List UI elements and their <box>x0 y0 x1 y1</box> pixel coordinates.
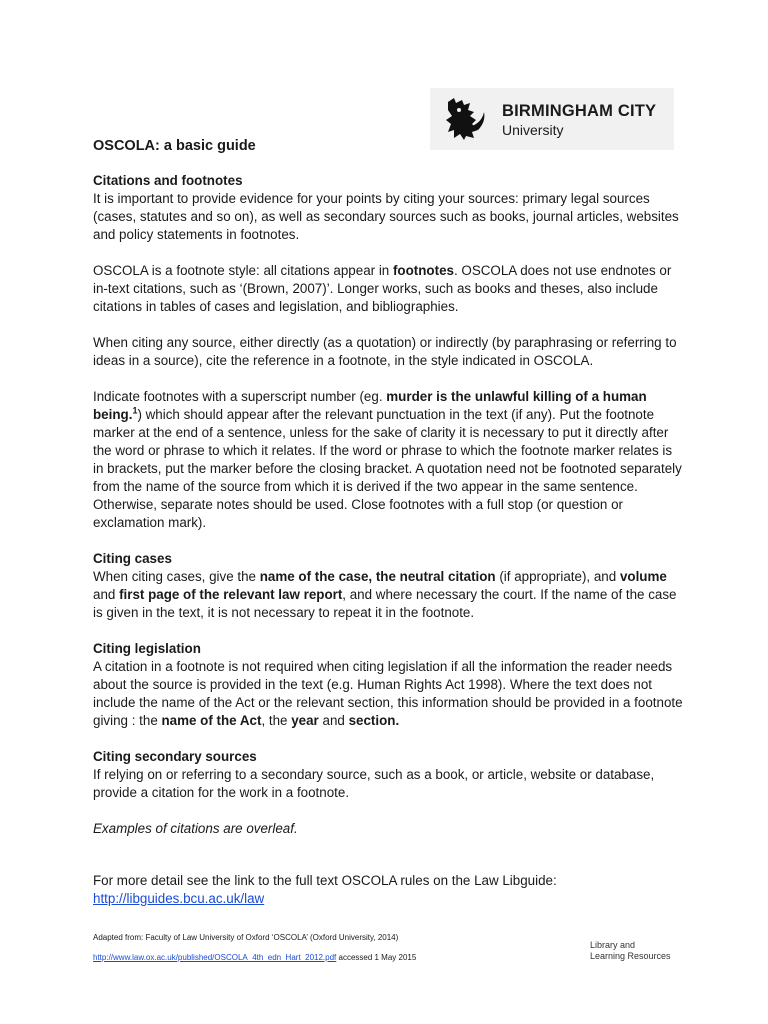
heading-citing-cases: Citing cases <box>93 551 172 566</box>
paragraph-citing-cases: When citing cases, give the name of the case, the neutral citation (if appropriate), and volume and first page of the relevant law report, and where necessary the court. If the name of the case is given in the text, it is not necessary to repeat it in the footnote. <box>93 569 677 620</box>
superscript-marker: 1 <box>132 405 138 416</box>
paragraph-citing-source: When citing any source, either directly (as a quotation) or indirectly (by paraphrasing or referring to ideas in a source), cite the reference in a footnote, in the style indicated in OSCOLA. <box>93 335 677 368</box>
document-title: OSCOLA: a basic guide <box>93 138 256 154</box>
footer-accessed: accessed 1 May 2015 <box>336 953 417 962</box>
logo-subtitle: University <box>502 122 564 138</box>
paragraph-citing-secondary: If relying on or referring to a secondary source, such as a book, or article, website or database, provide a citation for the work in a footnote. <box>93 767 655 800</box>
oscola-pdf-link[interactable]: http://www.law.ox.ac.uk/published/OSCOLA_4th_edn_Hart_2012.pdf <box>93 953 337 962</box>
heading-citations-footnotes: Citations and footnotes <box>93 173 243 188</box>
libguide-link[interactable]: http://libguides.bcu.ac.uk/law <box>93 891 265 906</box>
paragraph-footnote-style: OSCOLA is a footnote style: all citations appear in footnotes. OSCOLA does not use endnotes or in-text citations, such as ‘(Brown, 2007)’. Longer works, such as books and theses, also include citations in tables of cases and legislation, and bibliographies. <box>93 263 672 314</box>
library-resources-logo: Library and Learning Resources <box>590 940 671 961</box>
paragraph-evidence: It is important to provide evidence for your points by citing your sources: primary legal sources (cases, statutes and so on), as well as secondary sources such as books, journal articles, websites and policy statements in footnotes. <box>93 191 679 242</box>
paragraph-citing-legislation: A citation in a footnote is not required when citing legislation if all the information the reader needs about the source is provided in the text (e.g. Human Rights Act 1998). Where the text does not include the name of the Act or the relevant section, this information should be provided in a footnote giving : the name of the Act, the year and section. <box>93 659 683 728</box>
lion-crest-icon <box>442 96 488 142</box>
heading-citing-legislation: Citing legislation <box>93 641 201 656</box>
examples-note: Examples of citations are overleaf. <box>93 821 298 836</box>
logo-name: BIRMINGHAM CITY <box>502 102 657 120</box>
heading-citing-secondary: Citing secondary sources <box>93 749 257 764</box>
more-detail-text: For more detail see the link to the full text OSCOLA rules on the Law Libguide: <box>93 873 557 888</box>
document-body <box>93 137 683 908</box>
footer-adapted: Adapted from: Faculty of Law University of Oxford ‘OSCOLA’ (Oxford University, 2014) <box>93 933 399 942</box>
paragraph-indicate-footnotes: Indicate footnotes with a superscript number (eg. murder is the unlawful killing of a human being.$^1$) which should appear after the relevant punctuation in the text (if any). Put the footnote marker at the end of a sentence, unless for the sake of clarity it is necessary to put it directly after the word or phrase to which it relates. If the word or phrase to which the footnote marker relates is in brackets, put the marker before the closing bracket. A quotation need not be footnoted separately from the name of the source from which it is derived if the two appear in the same sentence. Otherwise, separate notes should be used. Close footnotes with a full stop (or question or exclamation mark). <box>93 389 682 530</box>
